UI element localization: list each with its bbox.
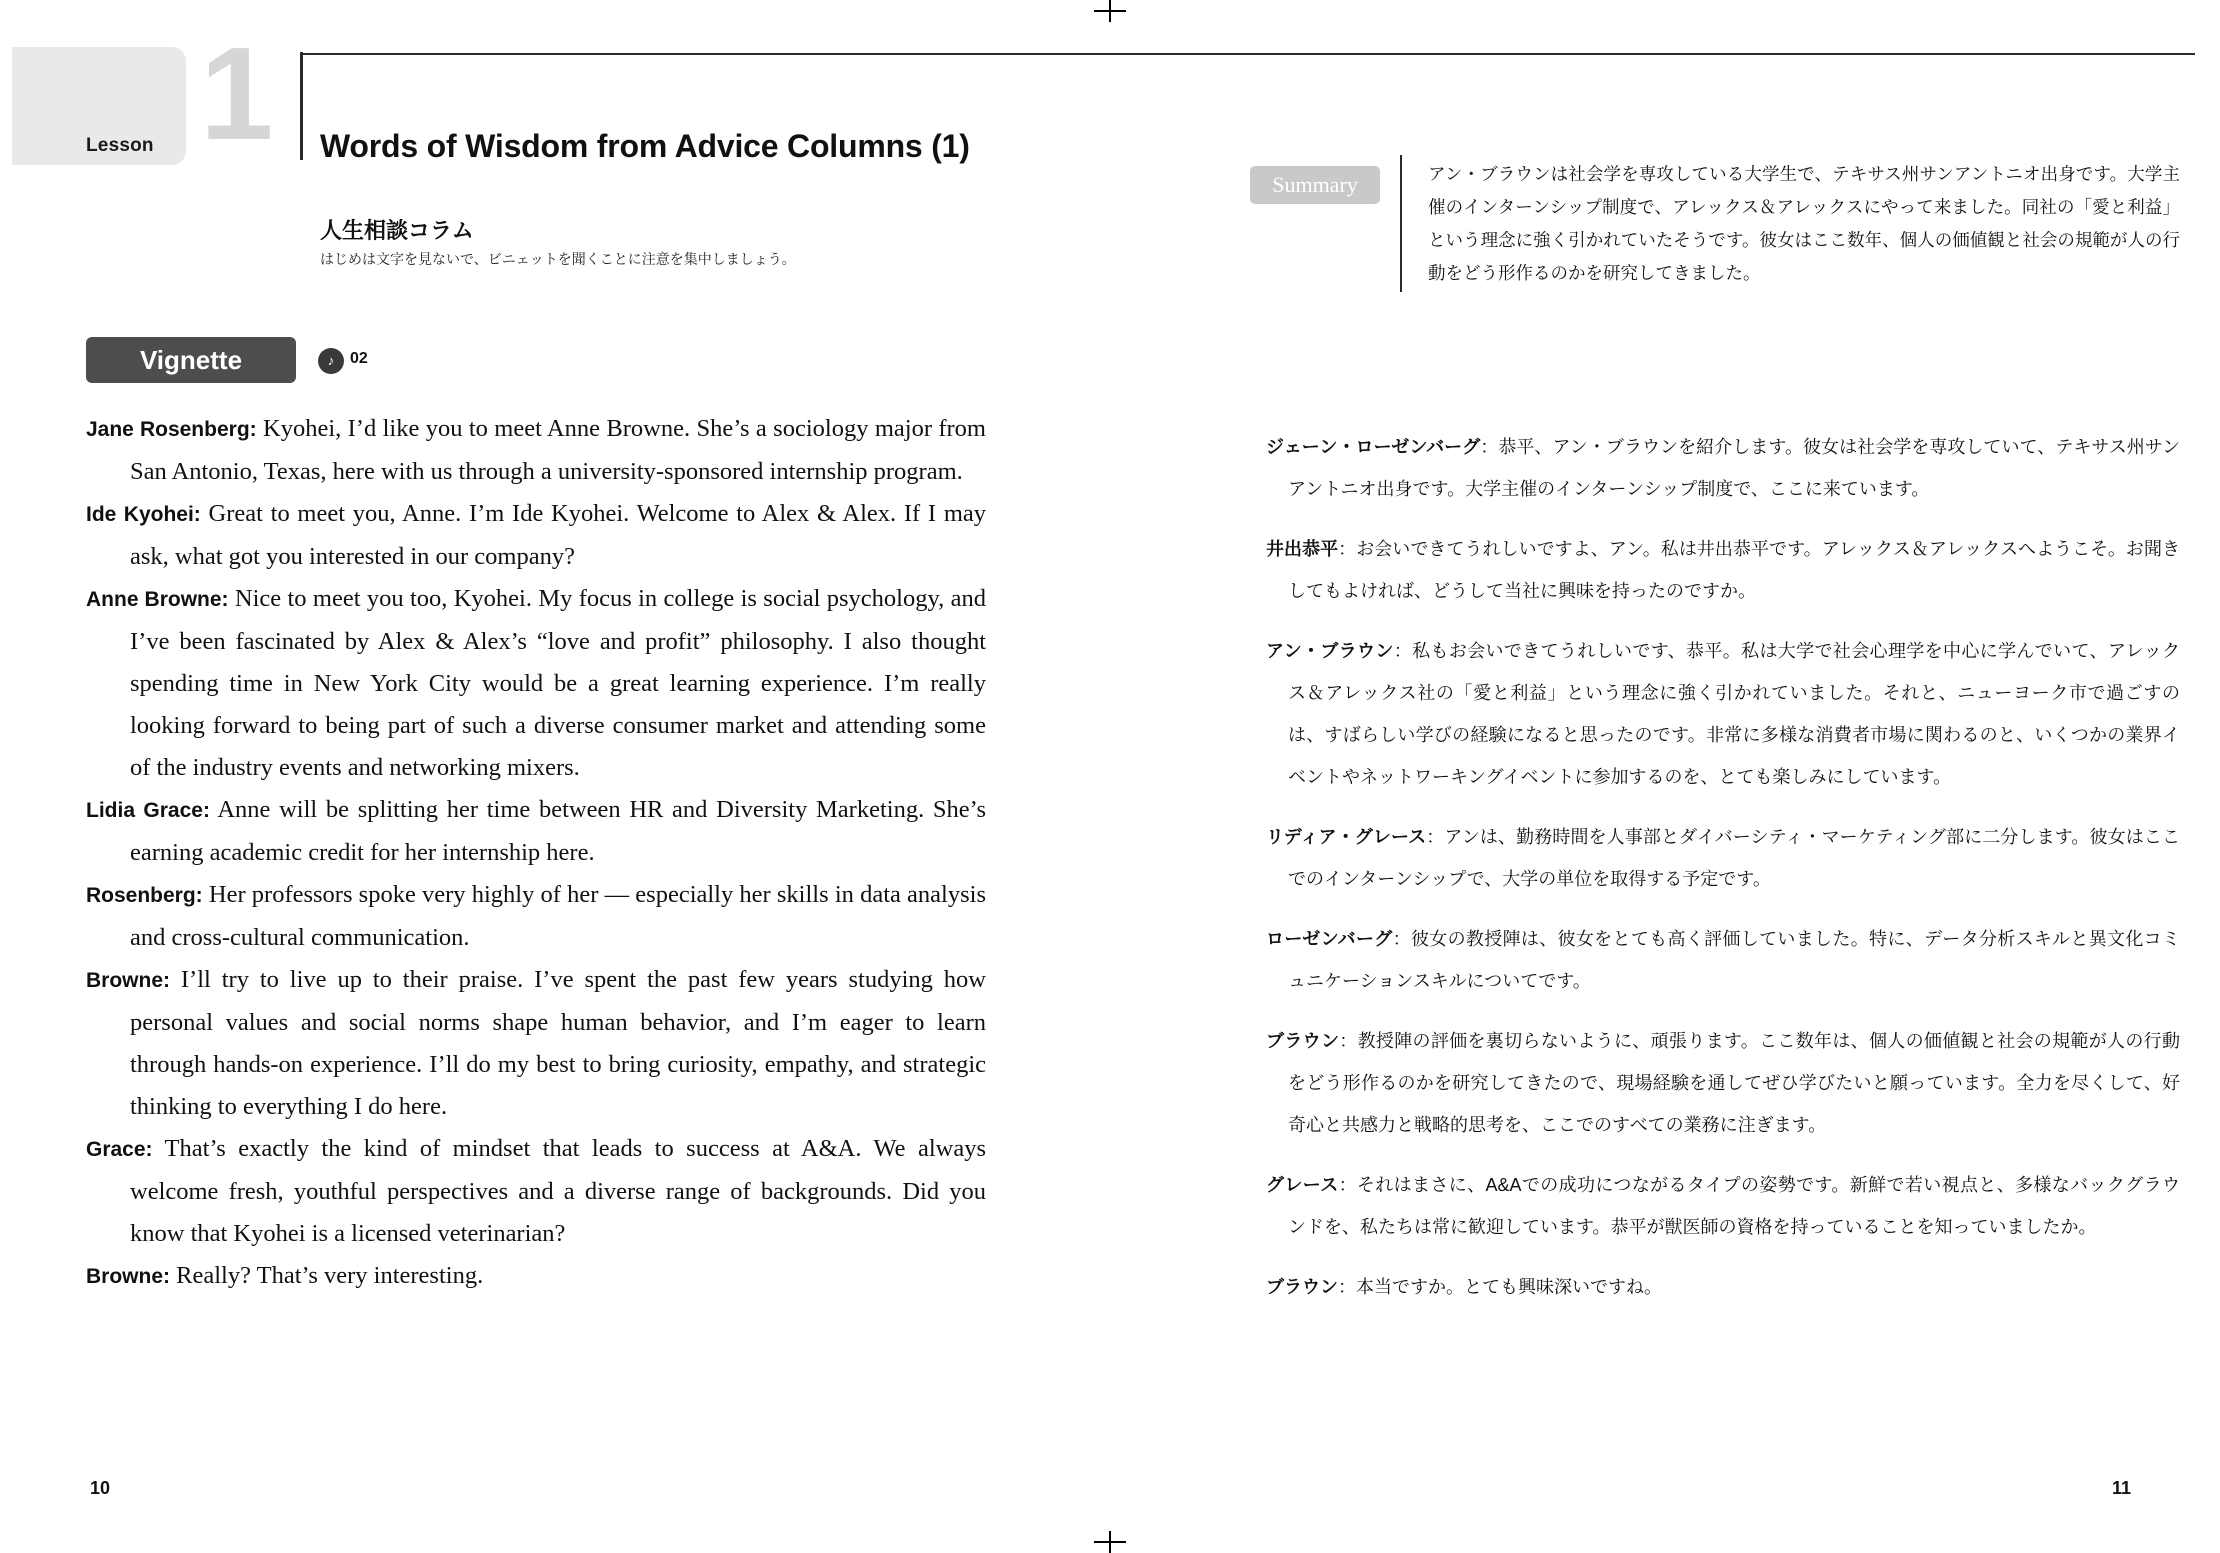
dialogue-line-ja — [1250, 918, 2180, 1002]
dialogue-text-en: That’s exactly the kind of mindset that leads to success at A&A. We always welcome fresh, youthful perspectives and a diverse range of backgrounds. Did you know that Kyohei is a licensed veterinarian? — [130, 1135, 986, 1247]
dialogue-line-en — [86, 959, 986, 1128]
dialogue-line-ja — [1250, 1020, 2180, 1146]
dialogue-text-en: Kyohei, I’d like you to meet Anne Browne. She’s a sociology major from San Antonio, Texas, here with us through a university-sponsored internship program. — [130, 415, 986, 485]
dialogue-speaker-ja: アン・ブラウン — [1266, 641, 1394, 661]
dialogue-speaker-en: Ide Kyohei: — [86, 503, 201, 526]
dialogue-text-ja: ：恭平、アン・ブラウンを紹介します。彼女は社会学を専攻していて、テキサス州サンアントニオ出身です。大学主催のインターンシップ制度で、ここに来ています。 — [1288, 437, 2180, 499]
dialogue-line-ja — [1250, 528, 2180, 612]
header-vertical-rule — [300, 52, 303, 160]
dialogue-speaker-en: Browne: — [86, 1265, 170, 1288]
crop-mark-bottom-horizontal — [1094, 1541, 1126, 1543]
dialogue-text-ja: ：それはまさに、A&Aでの成功につながるタイプの姿勢です。新鮮で若い視点と、多様なバックグラウンドを、私たちは常に歓迎しています。恭平が獣医師の資格を持っていることを知っていましたか。 — [1288, 1175, 2180, 1237]
vignette-badge: Vignette — [86, 337, 296, 383]
dialogue-speaker-ja: ブラウン — [1266, 1277, 1338, 1297]
dialogue-speaker-ja: 井出恭平 — [1266, 539, 1339, 559]
summary-text: アン・ブラウンは社会学を専攻している大学生で、テキサス州サンアントニオ出身です。大学主催のインターンシップ制度で、アレックス＆アレックスにやって来ました。同社の「愛と利益」という理念に強く引かれていたそうです。彼女はここ数年、個人の価値観と社会の規範が人の行動をどう形作るのかを研究してきました。 — [1428, 164, 2180, 283]
dialogue-english-column — [86, 408, 986, 1298]
dialogue-speaker-ja: ブラウン — [1266, 1031, 1340, 1051]
dialogue-text-en: I’ll try to live up to their praise. I’ve spent the past few years studying how personal values and social norms shape human behavior, and I’m eager to learn through hands-on experience. I’ll do my best to bring curiosity, empathy, and strategic thinking to everything I do here. — [130, 966, 986, 1120]
dialogue-line-en — [86, 1255, 986, 1298]
dialogue-text-en: Nice to meet you too, Kyohei. My focus in college is social psychology, and I’ve been fascinated by Alex & Alex’s “love and profit” philosophy. I also thought spending time in New York City would be a great learning experience. I’m really looking forward to being part of such a diverse consumer market and attending some of the industry events and networking mixers. — [130, 585, 986, 781]
dialogue-text-ja: ：お会いできてうれしいですよ、アン。私は井出恭平です。アレックス＆アレックスへようこそ。お聞きしてもよければ、どうして当社に興味を持ったのですか。 — [1288, 539, 2181, 601]
dialogue-text-en: Anne will be splitting her time between HR and Diversity Marketing. She’s earning academic credit for her internship here. — [130, 796, 986, 866]
dialogue-speaker-en: Browne: — [86, 969, 170, 992]
dialogue-speaker-ja: リディア・グレース — [1266, 827, 1427, 847]
dialogue-text-ja: ：彼女の教授陣は、彼女をとても高く評価していました。特に、データ分析スキルと異文化コミュニケーションスキルについてです。 — [1288, 929, 2180, 991]
speaker-icon[interactable]: ♪ — [318, 348, 344, 374]
dialogue-line-en — [86, 493, 986, 578]
dialogue-japanese-column — [1250, 408, 2180, 1326]
dialogue-speaker-ja: ローゼンバーグ — [1266, 929, 1393, 949]
lesson-number: 1 — [200, 20, 274, 167]
dialogue-speaker-en: Grace: — [86, 1138, 153, 1161]
dialogue-line-en — [86, 578, 986, 789]
dialogue-text-ja: ：本当ですか。とても興味深いですね。 — [1338, 1277, 1662, 1297]
page-number-left: 10 — [90, 1478, 111, 1498]
dialogue-line-ja — [1250, 1266, 2180, 1308]
page-title-note: はじめは文字を見ないで、ビニェットを聞くことに注意を集中しましょう。 — [320, 251, 796, 267]
dialogue-line-ja — [1250, 1164, 2180, 1248]
page-title: Words of Wisdom from Advice Columns (1) — [320, 128, 970, 164]
dialogue-speaker-en: Rosenberg: — [86, 884, 203, 907]
dialogue-speaker-ja: ジェーン・ローゼンバーグ — [1266, 437, 1481, 457]
dialogue-speaker-en: Anne Browne: — [86, 588, 229, 611]
dialogue-line-ja — [1250, 816, 2180, 900]
crop-mark-top-horizontal — [1094, 10, 1126, 12]
dialogue-text-en: Really? That’s very interesting. — [170, 1262, 484, 1289]
lesson-label: Lesson — [86, 135, 154, 156]
dialogue-line-en — [86, 408, 986, 493]
dialogue-text-en: Her professors spoke very highly of her — especially her skills in data analysis and cross-cultural communication. — [130, 881, 986, 951]
dialogue-text-ja: ：アンは、勤務時間を人事部とダイバーシティ・マーケティング部に二分します。彼女はここでのインターンシップで、大学の単位を取得する予定です。 — [1288, 827, 2180, 889]
dialogue-text-ja: ：私もお会いできてうれしいです、恭平。私は大学で社会心理学を中心に学んでいて、アレックス＆アレックス社の「愛と利益」という理念に強く引かれていました。それと、ニューヨーク市で過ごすのは、すばらしい学びの経験になると思ったのです。非常に多様な消費者市場に関わるのと、いくつかの業界イベントやネットワーキングイベントに参加するのを、とても楽しみにしています。 — [1288, 641, 2181, 787]
dialogue-line-ja — [1250, 630, 2180, 798]
header-horizontal-rule — [300, 53, 2195, 55]
dialogue-line-ja — [1250, 426, 2180, 510]
dialogue-line-en — [86, 1128, 986, 1255]
dialogue-line-en — [86, 789, 986, 874]
page-number-right: 11 — [2112, 1478, 2132, 1498]
dialogue-line-en — [86, 874, 986, 959]
dialogue-speaker-en: Lidia Grace: — [86, 799, 210, 822]
dialogue-speaker-ja: グレース — [1266, 1175, 1339, 1195]
dialogue-text-en: Great to meet you, Anne. I’m Ide Kyohei. Welcome to Alex & Alex. If I may ask, what got you interested in our company? — [130, 500, 986, 570]
audio-track-number: 02 — [350, 350, 368, 367]
summary-badge: Summary — [1250, 166, 1380, 204]
page-title-japanese: 人生相談コラム — [320, 218, 474, 243]
summary-divider — [1400, 155, 1402, 292]
dialogue-text-ja: ：教授陣の評価を裏切らないように、頑張ります。ここ数年は、個人の価値観と社会の規範が人の行動をどう形作るのかを研究してきたので、現場経験を通してぜひ学びたいと願っています。全力を尽くして、好奇心と共感力と戦略的思考を、ここでのすべての業務に注ぎます。 — [1288, 1031, 2180, 1135]
dialogue-speaker-en: Jane Rosenberg: — [86, 418, 257, 441]
